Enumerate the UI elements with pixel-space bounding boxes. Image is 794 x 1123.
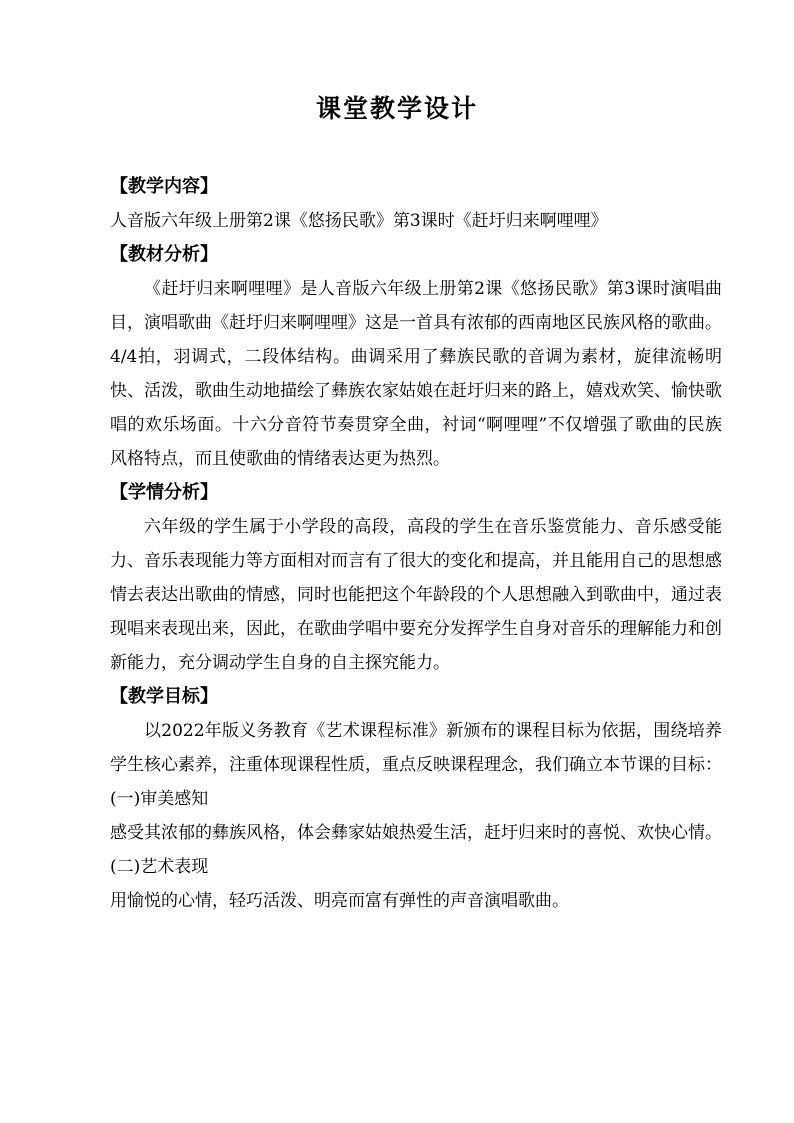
goal-subheading-artistic-expression: (二)艺术表现 [110,857,209,877]
section-heading-student-analysis: 【学情分析】 [110,482,218,503]
teaching-goals-intro: 以2022年版义务教育《艺术课程标准》新颁布的课程目标为依据，围绕培养学生核心素养，注重体现课程性质，重点反映课程理念，我们确立本节课的目标： [110,721,722,775]
student-analysis-paragraph: 六年级的学生属于小学段的高段，高段的学生在音乐鉴赏能力、音乐感受能力、音乐表现能力等方面相对而言有了很大的变化和提高，并且能用自己的思想感情去表达出歌曲的情感，同时也能把这个年龄段的个人思想融入到歌曲中，通过表现唱来表现出来，因此，在歌曲学唱中要充分发挥学生自身对音乐的理解能力和创新能力，充分调动学生自身的自主探究能力。 [110,517,722,673]
section-heading-teaching-goals: 【教学目标】 [110,686,218,707]
page-title: 课堂教学设计 [315,94,478,123]
document-body [110,170,722,918]
section-heading-teaching-content: 【教学内容】 [110,176,218,197]
section-heading-material-analysis: 【教材分析】 [110,244,218,265]
goal-subheading-aesthetic-perception: (一)审美感知 [110,789,209,809]
goal-aesthetic-perception-text: 感受其浓郁的彝族风格，体会彝家姑娘热爱生活，赶圩归来时的喜悦、欢快心情。 [110,823,722,843]
goal-artistic-expression-text: 用愉悦的心情，轻巧活泼、明亮而富有弹性的声音演唱歌曲。 [110,891,569,911]
material-analysis-paragraph: 《赶圩归来啊哩哩》是人音版六年级上册第2课《悠扬民歌》第3课时演唱曲目，演唱歌曲《赶圩归来啊哩哩》这是一首具有浓郁的西南地区民族风格的歌曲。4/4拍，羽调式，二段体结构。曲调采用了彝族民歌的音调为素材，旋律流畅明快、活泼，歌曲生动地描绘了彝族农家姑娘在赶圩归来的路上，嬉戏欢笑、愉快歌唱的欢乐场面。十六分音符节奏贯穿全曲，衬词“啊哩哩”不仅增强了歌曲的民族风格特点，而且使歌曲的情绪表达更为热烈。 [110,279,722,469]
teaching-content-text: 人音版六年级上册第2课《悠扬民歌》第3课时《赶圩归来啊哩哩》 [110,211,608,231]
